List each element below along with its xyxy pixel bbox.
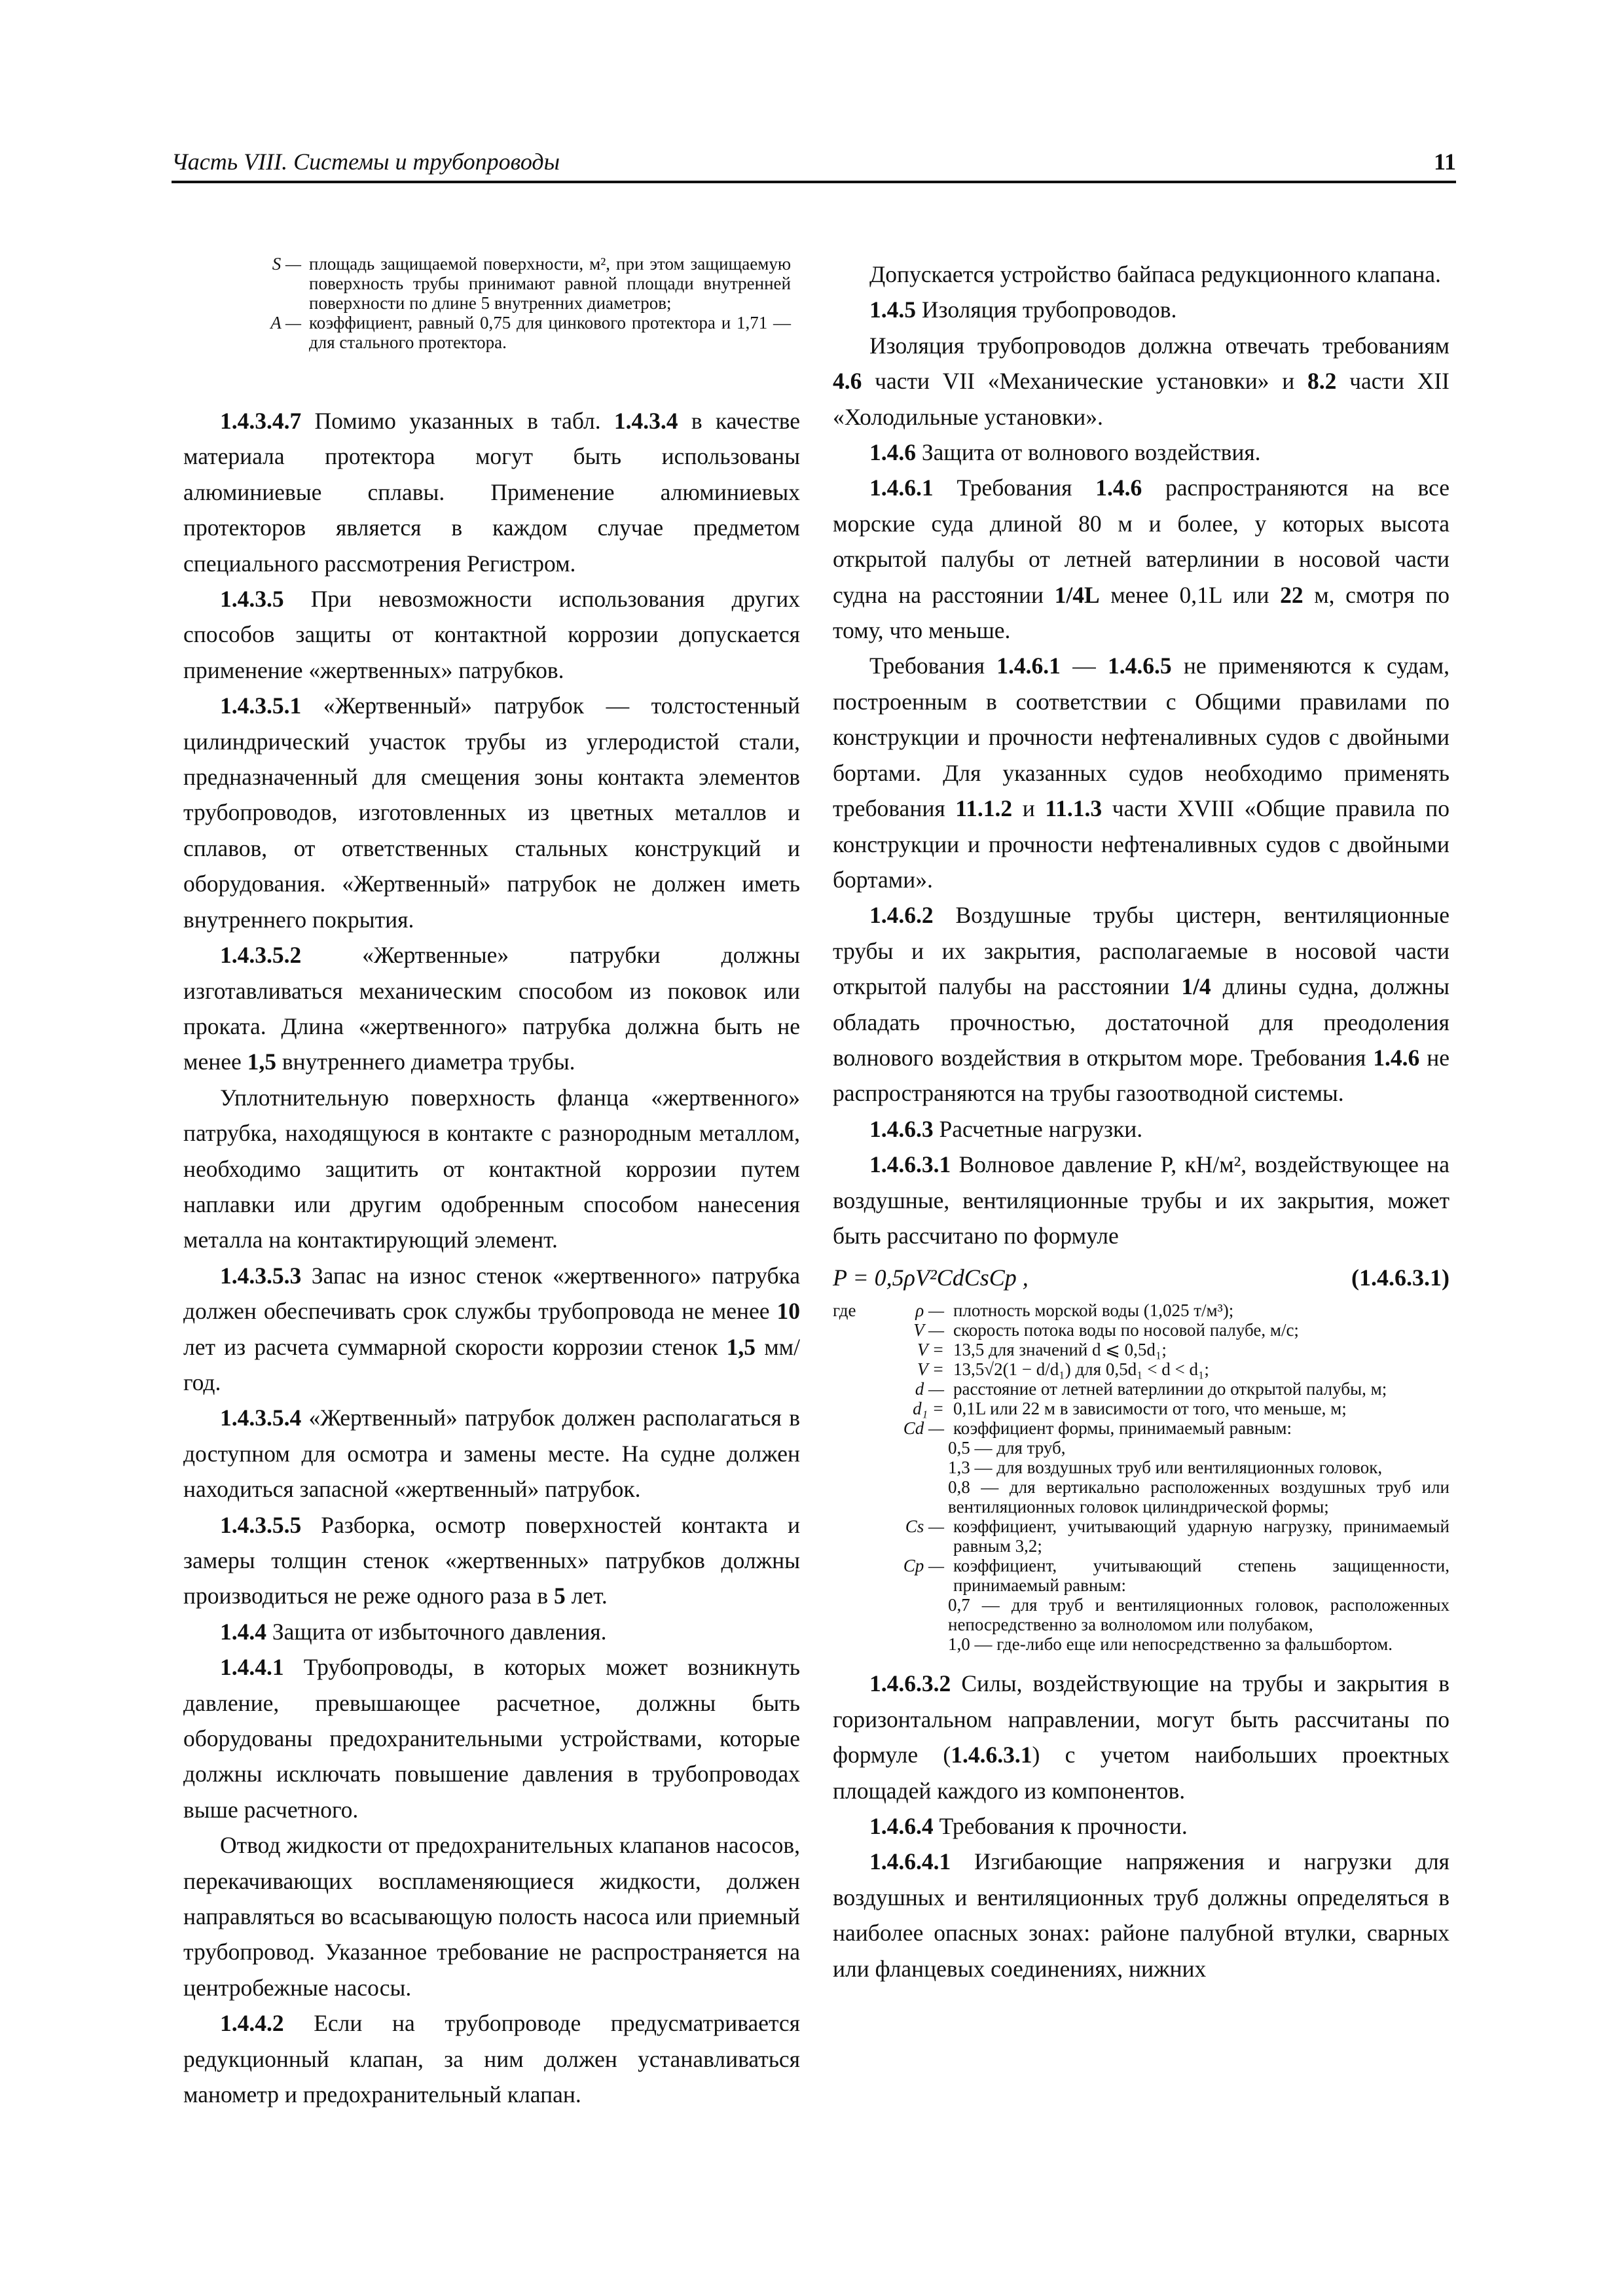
symbol-text: Cd — [903, 1418, 944, 1439]
definition-symbol [254, 313, 304, 332]
bold-run: 1.4.6.1 [996, 653, 1061, 679]
text-run: и [1012, 795, 1046, 822]
bold-run: 1.4.4.1 [220, 1654, 284, 1681]
bold-run: 1.4.3.5.5 [220, 1511, 302, 1538]
text-run: менее 0,1L или [1099, 581, 1281, 608]
bold-run: 1.4.6 [1095, 475, 1142, 501]
bold-run: 1.4.6.4.1 [869, 1848, 951, 1875]
bold-run: 1.4.4.2 [220, 2010, 284, 2037]
text-run: Силы, воздействующие на трубы и закрытия в горизонтальном направлении, могут быть рассчитаны по формуле ( [833, 1670, 1450, 1768]
symbol-text: S — [272, 254, 301, 274]
symbol-text: d₁ = [913, 1399, 944, 1419]
text-run: Волновое давление P, кН/м², воздействующее на воздушные, вентиляционные трубы и их закрытия, может быть рассчитано по формуле [833, 1151, 1450, 1249]
definition-symbol [833, 1300, 948, 1320]
definition-text: плотность морской воды (1,025 т/м³); [953, 1300, 1234, 1321]
definition-text: 13,5√2(1 − d/d₁) для 0,5d₁ < d < d₁; [953, 1359, 1209, 1380]
text-run: ) с учетом наибольших проектных площадей каждого из компонентов. [833, 1742, 1450, 1804]
paragraph [183, 581, 800, 688]
section-heading [833, 1808, 1450, 1844]
definition-item [833, 1516, 1450, 1556]
definition-item [833, 1399, 1450, 1418]
bold-run: 1.4.3.5.1 [220, 692, 302, 719]
bold-run: 1.4.6 [869, 439, 916, 466]
symbol-text: V — [913, 1320, 944, 1340]
text-run: Изоляция трубопроводов должна отвечать требованиям [869, 332, 1450, 359]
definition-item [833, 1340, 1450, 1359]
formula-definitions [833, 1300, 1450, 1654]
text-run: Отвод жидкости от предохранительных клапанов насосов, перекачивающих воспламеняющиеся жидкости, должен направляться во всасывающую полость насоса или приемный трубопровод. Указанное требование не распространяется на центробежные насосы. [183, 1832, 800, 2001]
bold-run: 4.6 [833, 368, 862, 395]
symbol-text: A — [270, 313, 301, 332]
text-run: — [1060, 653, 1108, 679]
definition-symbol [833, 1418, 948, 1438]
header-title: Часть VIII. Системы и трубопроводы [172, 149, 560, 175]
bold-run: 1.4.3.4.7 [220, 408, 302, 434]
text-run: Расчетные нагрузки. [933, 1115, 1143, 1142]
bold-run: 1/4 [1181, 973, 1211, 1000]
text-run: части XVIII «Общие правила по конструкции и прочности нефтеналивных судов с двойными бортами». [833, 795, 1450, 893]
text-run: м, смотря по тому, что меньше. [833, 581, 1450, 644]
bold-run: 8.2 [1307, 368, 1337, 395]
right-paragraphs-bottom [833, 1666, 1450, 1986]
formula-line [833, 1260, 1450, 1295]
bold-run: 22 [1280, 581, 1304, 608]
bold-run: 1/4L [1054, 581, 1100, 608]
left-column [183, 254, 800, 2113]
definition-subitem: 0,7 — для труб и вентиляционных головок, расположенных непосредственно за волноломом или полубаком, [948, 1595, 1450, 1635]
definition-item [833, 1359, 1450, 1379]
definition-symbol [833, 1556, 948, 1575]
bold-run: 1.4.6.4 [869, 1813, 934, 1839]
definition-symbol [833, 1399, 948, 1418]
paragraph [833, 648, 1450, 897]
definition-subitem: 1,0 — где-либо еще или непосредственно за фальшбортом. [948, 1634, 1393, 1655]
text-run: мм/год. [183, 1333, 800, 1395]
bold-run: 11.1.3 [1045, 795, 1103, 822]
right-paragraphs-top [833, 257, 1450, 1253]
text-run: Защита от избыточного давления. [266, 1618, 607, 1645]
bold-run: 1,5 [726, 1333, 756, 1360]
text-run: Требования к прочности. [933, 1813, 1188, 1839]
text-run: части XII «Холодильные установки». [833, 368, 1450, 430]
text-run: Изгибающие напряжения и нагрузки для воздушных и вентиляционных труб должны определяться в наиболее опасных зонах: районе палубной втулки, сварных или фланцевых соединениях, нижних [833, 1848, 1450, 1982]
paragraph [833, 1844, 1450, 1986]
definition-text: 0,1L или 22 м в зависимости от того, что меньше, м; [953, 1399, 1347, 1419]
running-header [172, 145, 1456, 183]
paragraph [183, 2005, 800, 2112]
section-heading [833, 435, 1450, 470]
symbol-text: Cs — [905, 1516, 944, 1537]
definition-text: 13,5 для значений d ⩽ 0,5d₁; [953, 1340, 1167, 1360]
text-run: Воздушные трубы цистерн, вентиляционные трубы и их закрытия, располагаемые в носовой части открытой палубы на расстоянии [833, 902, 1450, 1000]
paragraph [183, 1507, 800, 1614]
bold-run: 10 [776, 1298, 800, 1325]
bold-run: 1.4.3.5.2 [220, 942, 302, 969]
where-label: где [833, 1300, 856, 1321]
definition-text: скорость потока воды по носовой палубе, м/с; [953, 1320, 1299, 1340]
text-run: Запас на износ стенок «жертвенного» патрубка должен обеспечивать срок службы трубопровода не менее [183, 1262, 800, 1325]
text-run: Требования [869, 653, 997, 679]
symbol-text: ρ — [915, 1300, 944, 1321]
paragraph [833, 257, 1450, 292]
bold-run: 1.4.6 [1373, 1044, 1420, 1071]
paragraph [183, 1400, 800, 1507]
text-run: лет. [565, 1583, 608, 1609]
symbol-text: V = [917, 1359, 944, 1380]
text-run: части VII «Механические установки» и [862, 368, 1307, 395]
bold-run: 1.4.6.5 [1107, 653, 1172, 679]
paragraph [833, 328, 1450, 435]
text-run: Уплотнительную поверхность фланца «жертвенного» патрубка, находящуюся в контакте с разнородным металлом, необходимо защитить от контактной коррозии путем наплавки или другим одобренным способом нанесения металла на контактирующий элемент. [183, 1084, 800, 1253]
definition-item [833, 1300, 1450, 1320]
definition-text: коэффициент формы, принимаемый равным: [953, 1418, 1292, 1439]
definition-item [833, 1320, 1450, 1340]
text-run: не применяются к судам, построенным в соответствии с Общими правилами по конструкции и прочности нефтеналивных судов с двойными бортами. Для указанных судов необходимо применять требования [833, 653, 1450, 822]
bold-run: 1,5 [247, 1049, 276, 1075]
definition-symbol [833, 1340, 948, 1359]
paragraph [183, 1080, 800, 1258]
text-run: «Жертвенный» патрубок должен располагаться в доступном для осмотра и замены месте. На судне должен находиться запасной «жертвенный» патрубок. [183, 1405, 800, 1503]
definition-symbol [833, 1320, 948, 1340]
section-heading [833, 292, 1450, 327]
right-column [833, 257, 1450, 1986]
bold-run: 1.4.6.1 [869, 475, 934, 501]
symbol-text: V = [917, 1340, 944, 1360]
text-run: длины судна, должны обладать прочностью, достаточной для преодоления волнового воздействия в открытом море. Требования [833, 973, 1450, 1071]
bold-run: 1.4.6.3.1 [869, 1151, 951, 1178]
text-run: Если на трубопроводе предусматривается редукционный клапан, за ним должен устанавливаться манометр и предохранительный клапан. [183, 2010, 800, 2108]
paragraph [183, 937, 800, 1080]
definition-text: расстояние от летней ватерлинии до открытой палубы, м; [953, 1379, 1387, 1399]
definition-item [833, 1556, 1450, 1595]
formula-number: (1.4.6.3.1) [1351, 1265, 1450, 1291]
section-heading [833, 1111, 1450, 1147]
text-run: распространяются на все морские суда длиной 80 м и более, у которых высота открытой палубы от летней ватерлинии в носовой части судна на расстоянии [833, 475, 1450, 608]
formula-expression: P = 0,5ρV²CdCsCp , [833, 1265, 1029, 1291]
bold-run: 5 [553, 1583, 566, 1609]
definition-subitem: 1,3 — для воздушных труб или вентиляционных головок, [948, 1458, 1383, 1478]
symbol-text: d — [915, 1379, 944, 1399]
bold-run: 1.4.3.4 [613, 408, 678, 434]
bold-run: 1.4.4 [220, 1618, 266, 1645]
paragraph [183, 1258, 800, 1401]
definition-item [254, 313, 791, 352]
definition-item [254, 254, 791, 313]
text-run: Разборка, осмотр поверхностей контакта и замеры толщин стенок «жертвенных» патрубков должны производиться не реже одного раза в [183, 1511, 800, 1609]
symbol-text: Cp — [903, 1556, 944, 1576]
text-run: При невозможности использования других способов защиты от контактной коррозии допускается применение «жертвенных» патрубков. [183, 586, 800, 683]
definition-item [833, 1379, 1450, 1399]
text-run: внутреннего диаметра трубы. [276, 1049, 575, 1075]
section-heading [183, 1614, 800, 1649]
page-number: 11 [1433, 149, 1456, 175]
definition-symbol [833, 1359, 948, 1379]
definition-text: площадь защищаемой поверхности, м², при этом защищаемую поверхность трубы принимают равной площади внутренней поверхности по длине 5 внутренних диаметров; [309, 254, 791, 313]
paragraph [183, 1827, 800, 2005]
bold-run: 1.4.6.3.1 [951, 1742, 1032, 1768]
definition-item [833, 1418, 1450, 1438]
definition-text: коэффициент, учитывающий степень защищенности, принимаемый равным: [953, 1556, 1450, 1596]
bold-run: 1.4.6.3 [869, 1115, 934, 1142]
text-run: не распространяются на трубы газоотводной системы. [833, 1044, 1450, 1107]
definition-text: коэффициент, учитывающий ударную нагрузку, принимаемый равным 3,2; [953, 1516, 1450, 1556]
text-run: Защита от волнового воздействия. [916, 439, 1261, 466]
bold-run: 1.4.3.5 [220, 586, 284, 613]
bold-run: 1.4.6.3.2 [869, 1670, 951, 1697]
definition-symbol [833, 1379, 948, 1399]
left-definitions [254, 254, 791, 352]
text-run: Требования [933, 475, 1096, 501]
definition-subitem: 0,5 — для труб, [948, 1438, 1066, 1458]
text-run: в качестве материала протектора могут быть использованы алюминиевые сплавы. Применение алюминиевых протекторов является в каждом случае предметом специального рассмотрения Регистром. [183, 408, 801, 577]
paragraph [183, 688, 800, 937]
definition-subitem: 0,8 — для вертикально расположенных воздушных труб или вентиляционных головок цилиндрической формы; [948, 1477, 1450, 1517]
definition-symbol [833, 1516, 948, 1536]
bold-run: 1.4.3.5.4 [220, 1405, 302, 1431]
paragraph [183, 1649, 800, 1827]
text-run: лет из расчета суммарной скорости коррозии стенок [183, 1333, 727, 1360]
bold-run: 11.1.2 [955, 795, 1013, 822]
text-run: «Жертвенный» патрубок — толстостенный цилиндрический участок трубы из углеродистой стали, предназначенный для смещения зоны контакта элементов трубопроводов, изготовленных из цветных металлов и сплавов, от ответственных стальных конструкций и оборудования. «Жертвенный» патрубок не должен иметь внутреннего покрытия. [183, 692, 800, 933]
bold-run: 1.4.3.5.3 [220, 1262, 302, 1289]
paragraph [833, 470, 1450, 648]
bold-run: 1.4.5 [869, 296, 916, 323]
paragraph [833, 897, 1450, 1111]
text-run: Допускается устройство байпаса редукционного клапана. [869, 261, 1441, 287]
definition-text: коэффициент, равный 0,75 для цинкового протектора и 1,71 — для стального протектора. [309, 313, 791, 352]
text-run: Трубопроводы, в которых может возникнуть давление, превышающее расчетное, должны быть оборудованы предохранительными устройствами, которые должны исключать повышение давления в трубопроводах выше расчетного. [183, 1654, 800, 1823]
text-run: Изоляция трубопроводов. [916, 296, 1177, 323]
paragraph [833, 1666, 1450, 1808]
text-run: Помимо указанных в табл. [301, 408, 614, 434]
definition-symbol [254, 254, 304, 274]
text-run: «Жертвенные» патрубки должны изготавливаться механическим способом из поковок или проката. Длина «жертвенного» патрубка должна быть не менее [183, 942, 800, 1075]
paragraph [183, 403, 800, 581]
bold-run: 1.4.6.2 [869, 902, 934, 929]
paragraph [833, 1147, 1450, 1253]
left-paragraphs [183, 403, 800, 2113]
